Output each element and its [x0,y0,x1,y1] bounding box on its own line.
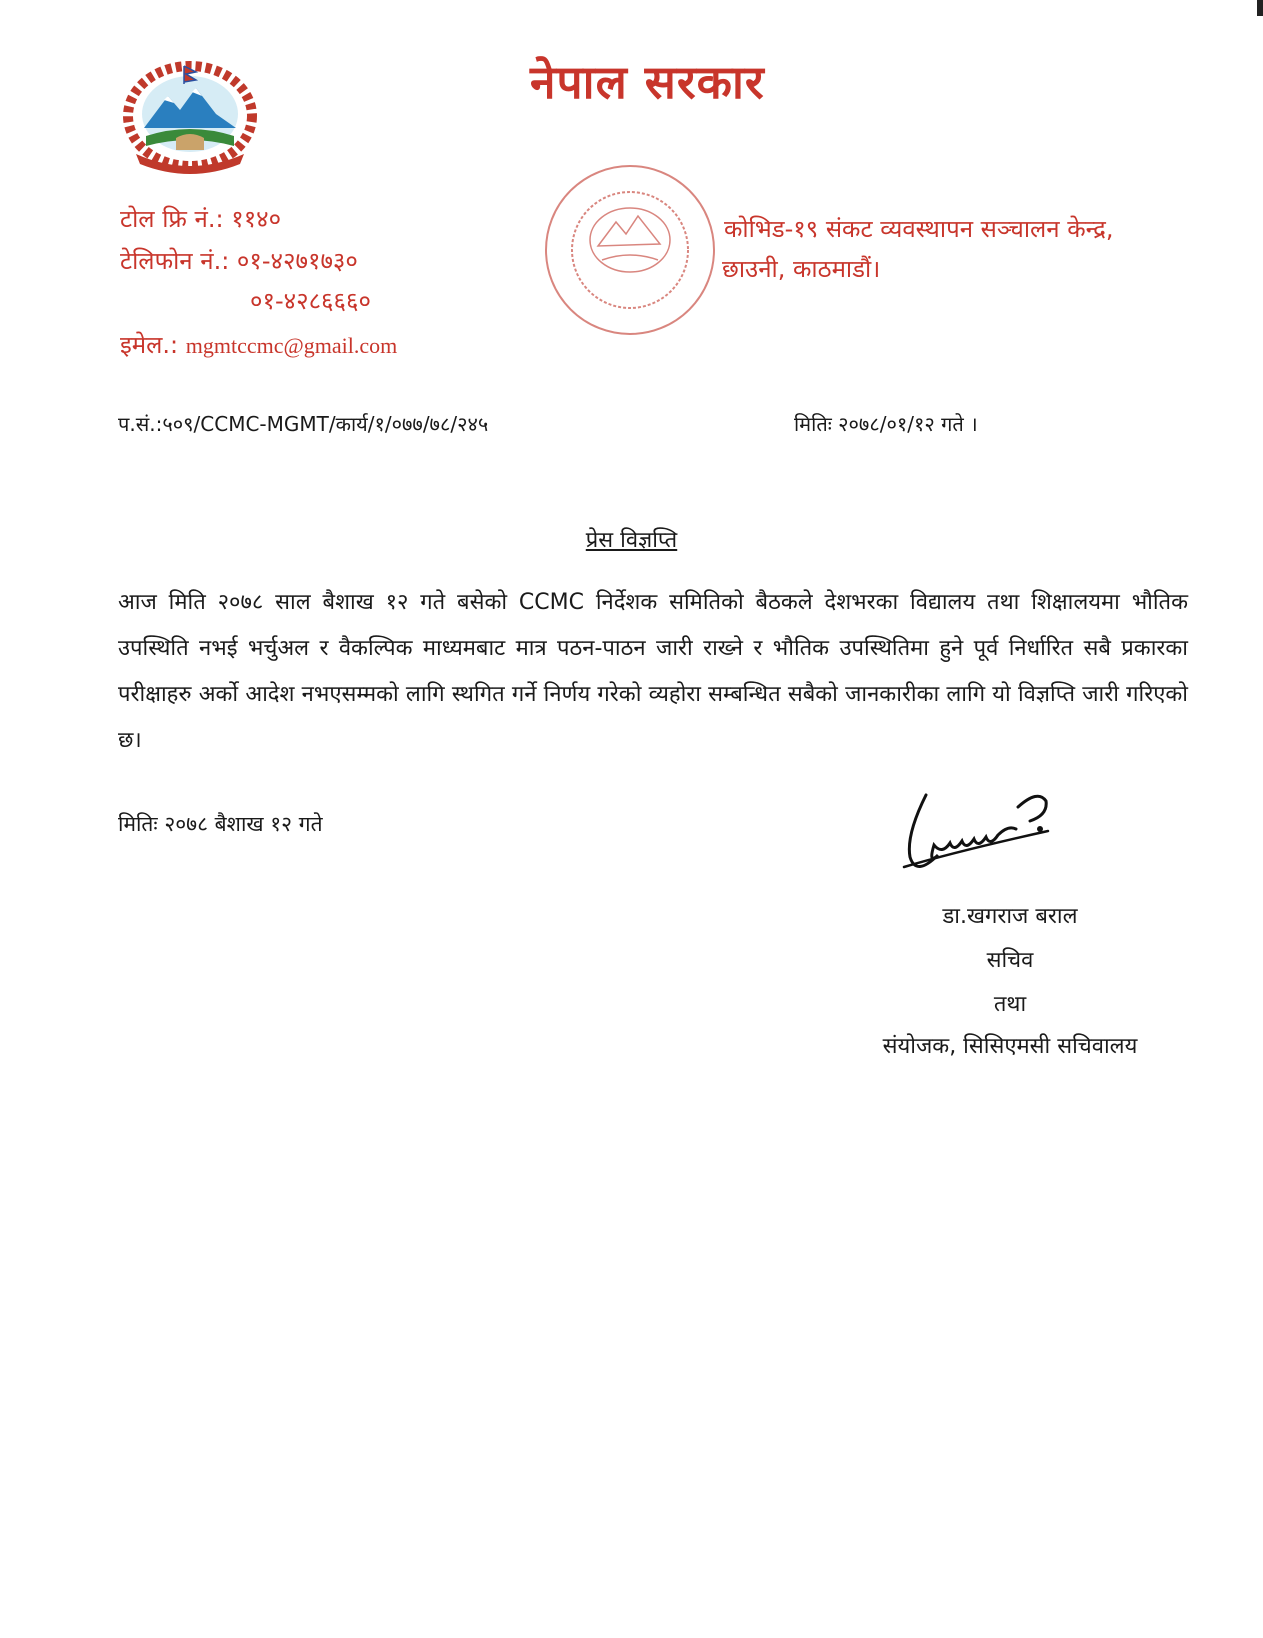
office-stamp [540,160,720,340]
office-name: कोभिड-१९ संकट व्यवस्थापन सञ्चालन केन्द्र, [724,215,1114,243]
nepal-emblem-icon [116,58,264,178]
government-title: नेपाल सरकार [530,55,765,109]
telephone-number-2: ०१-४२८६६६० [250,287,371,315]
email-label: इमेल.: [120,331,179,359]
signatory-title-coordinator: संयोजक, सिसिएमसी सचिवालय [882,1034,1138,1059]
signatory-title-conjunction: तथा [993,992,1027,1017]
notice-heading: प्रेस विज्ञप्ति [585,528,678,553]
toll-free-number: टोल फ्रि नं.: ११४० [120,205,282,233]
office-address: छाउनी, काठमाडौं। [722,255,881,283]
notice-date: मितिः २०७८ बैशाख १२ गते [118,812,323,836]
page-edge-mark [1257,0,1263,16]
telephone-number: टेलिफोन नं.: ०१-४२७१७३० [120,247,358,275]
signature-mark [898,785,1078,885]
notice-body: आज मिति २०७८ साल बैशाख १२ गते बसेको CCMC निर्देशक समितिको बैठकले देशभरका विद्यालय तथा शिक्षालयमा भौतिक उपस्थिति नभई भर्चुअल र वैकल्पिक माध्यमबाट मात्र पठन-पाठन जारी राख्ने र भौतिक उपस्थितिमा हुने पूर्व निर्धारित सबै प्रकारका परीक्षाहरु अर्को आदेश नभएसम्मको लागि स्थगित गर्ने निर्णय गरेको व्यहोरा सम्बन्धित सबैको जानकारीका लागि यो विज्ञप्ति जारी गरिएको छ। [118,590,1188,753]
letter-date: मितिः २०७८/०१/१२ गते । [794,412,978,436]
reference-number: प.सं.:५०९/CCMC-MGMT/कार्य/१/०७७/७८/२४५ [118,412,489,436]
email-row [120,328,397,361]
email-address[interactable]: mgmtccmc@gmail.com [185,333,398,358]
signatory-title-secretary: सचिव [986,948,1034,973]
signatory-name: डा.खगराज बराल [942,904,1078,929]
